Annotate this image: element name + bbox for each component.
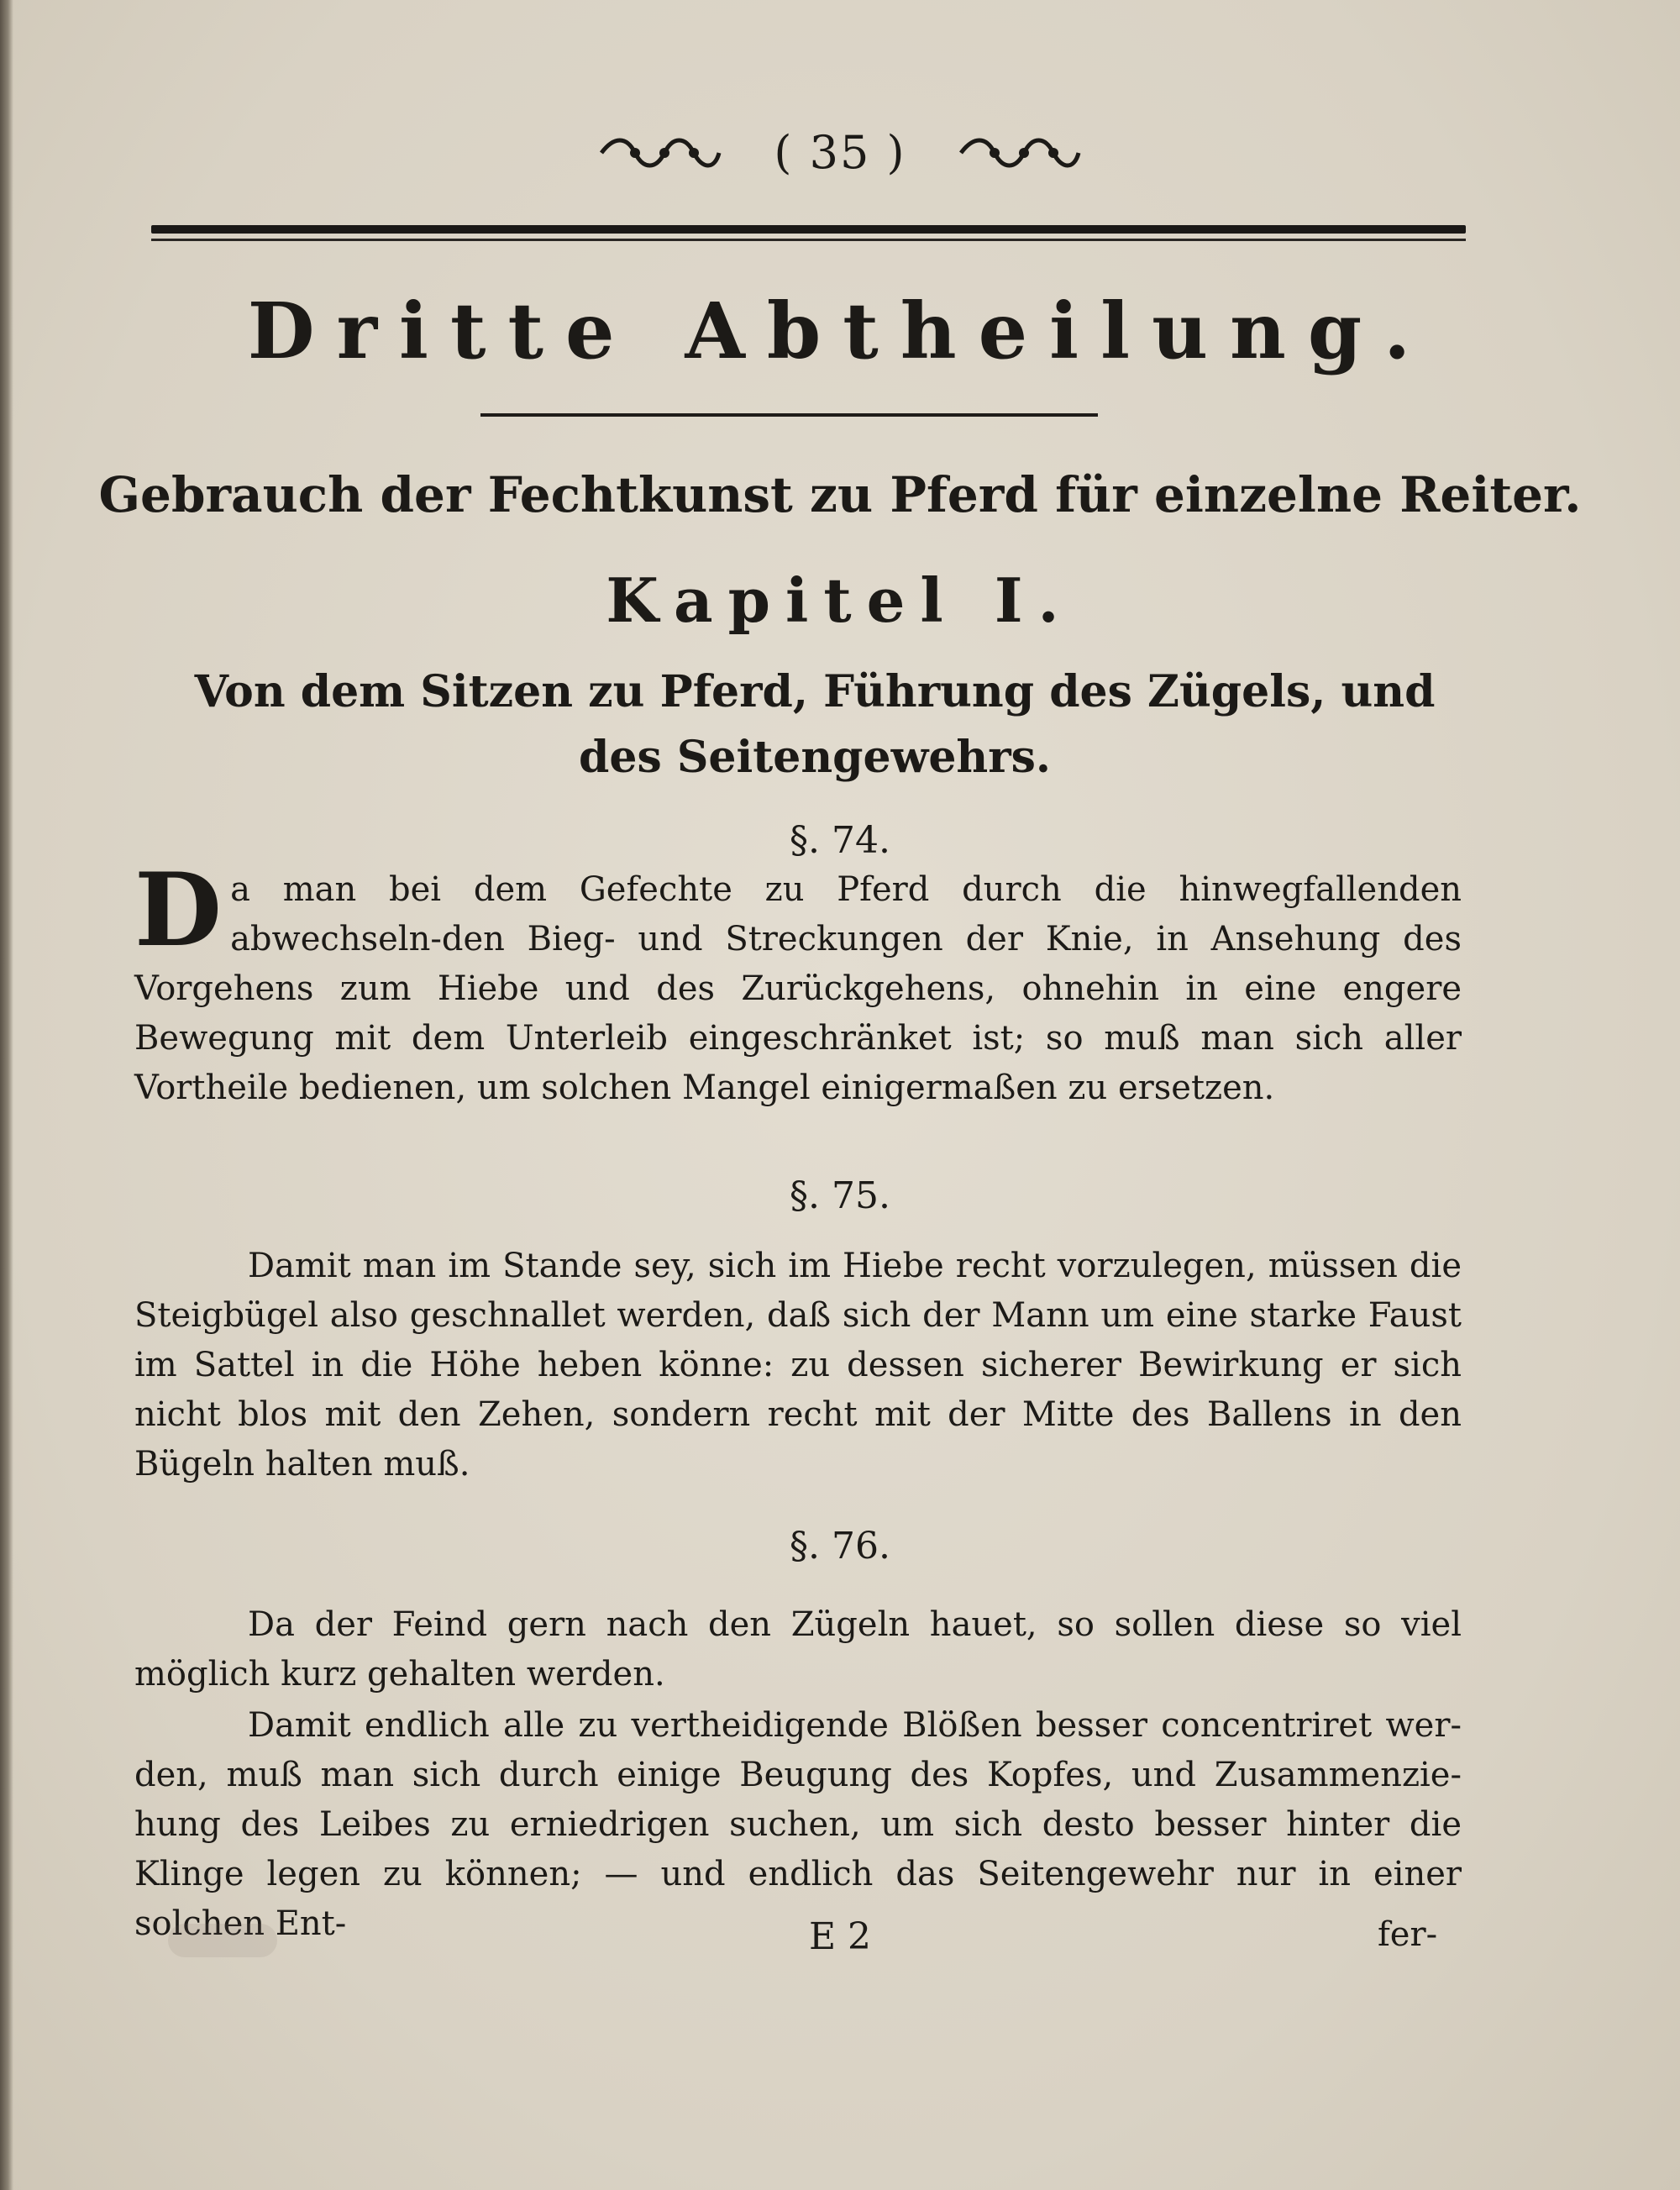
section-76-paragraph-1: Da der Feind gern nach den Zügeln hauet, so sollen diese so viel möglich kurz gehalten werden. bbox=[134, 1605, 1462, 1694]
running-header bbox=[0, 126, 1680, 179]
section-75-paragraph: Damit man im Stande sey, sich im Hiebe recht vorzulegen, müssen die Steigbügel also geschnallet werden, daß sich der Mann um eine starke Faust im Sattel in die Höhe heben könne: zu dessen sicherer Bewirkung er sich nicht blos mit den Zehen, sondern recht mit der Mitte des Ballens in den Bügeln halten muß. bbox=[134, 1247, 1462, 1484]
header-rule-thick bbox=[151, 225, 1466, 234]
division-subtitle: Gebrauch der Fechtkunst zu Pferd für einzelne Reiter. bbox=[98, 466, 1582, 523]
section-heading-75: §. 75. bbox=[790, 1174, 890, 1217]
header-rule-thin bbox=[151, 239, 1466, 241]
section-heading-74: §. 74. bbox=[790, 819, 890, 862]
division-rule bbox=[480, 413, 1098, 417]
section-heading-76: §. 76. bbox=[790, 1525, 890, 1568]
division-title: Dritte Abtheilung. bbox=[247, 286, 1433, 376]
paragraph-text: a man bei dem Gefechte zu Pferd durch die hinwegfallenden abwechseln-den Bieg- und Streckungen der Knie, in Ansehung des Vorgehens zum Hiebe und des Zurückgehens, ohnehin in eine engere Bewegung mit dem Unterleib eingeschränket ist; so muß man sich aller Vortheile bedienen, um solchen Mangel einigermaßen zu ersetzen. bbox=[134, 870, 1462, 1107]
chapter-title: Von dem Sitzen zu Pferd, Führung des Zügels, und des Seitengewehrs. bbox=[194, 666, 1436, 783]
section-74-paragraph bbox=[134, 851, 1462, 1113]
signature-mark: E 2 bbox=[808, 1915, 872, 1958]
ornament-right-icon bbox=[957, 136, 1083, 170]
section-76-paragraph-2: Damit endlich alle zu vertheidigende Blößen besser concentriret wer-den, muß man sich durch einige Beugung des Kopfes, und Zusammenzie-hung des Leibes zu erniedrigen suchen, um sich desto besser hinter die Klinge legen zu können; — und endlich das Seitengewehr nur in einer solchen Ent- bbox=[134, 1706, 1462, 1943]
drop-cap: D bbox=[134, 851, 223, 969]
chapter-label: Kapitel I. bbox=[606, 565, 1074, 636]
catchword: fer- bbox=[1378, 1915, 1438, 1954]
ornament-left-icon bbox=[597, 136, 723, 170]
page-number: ( 35 ) bbox=[774, 126, 906, 179]
